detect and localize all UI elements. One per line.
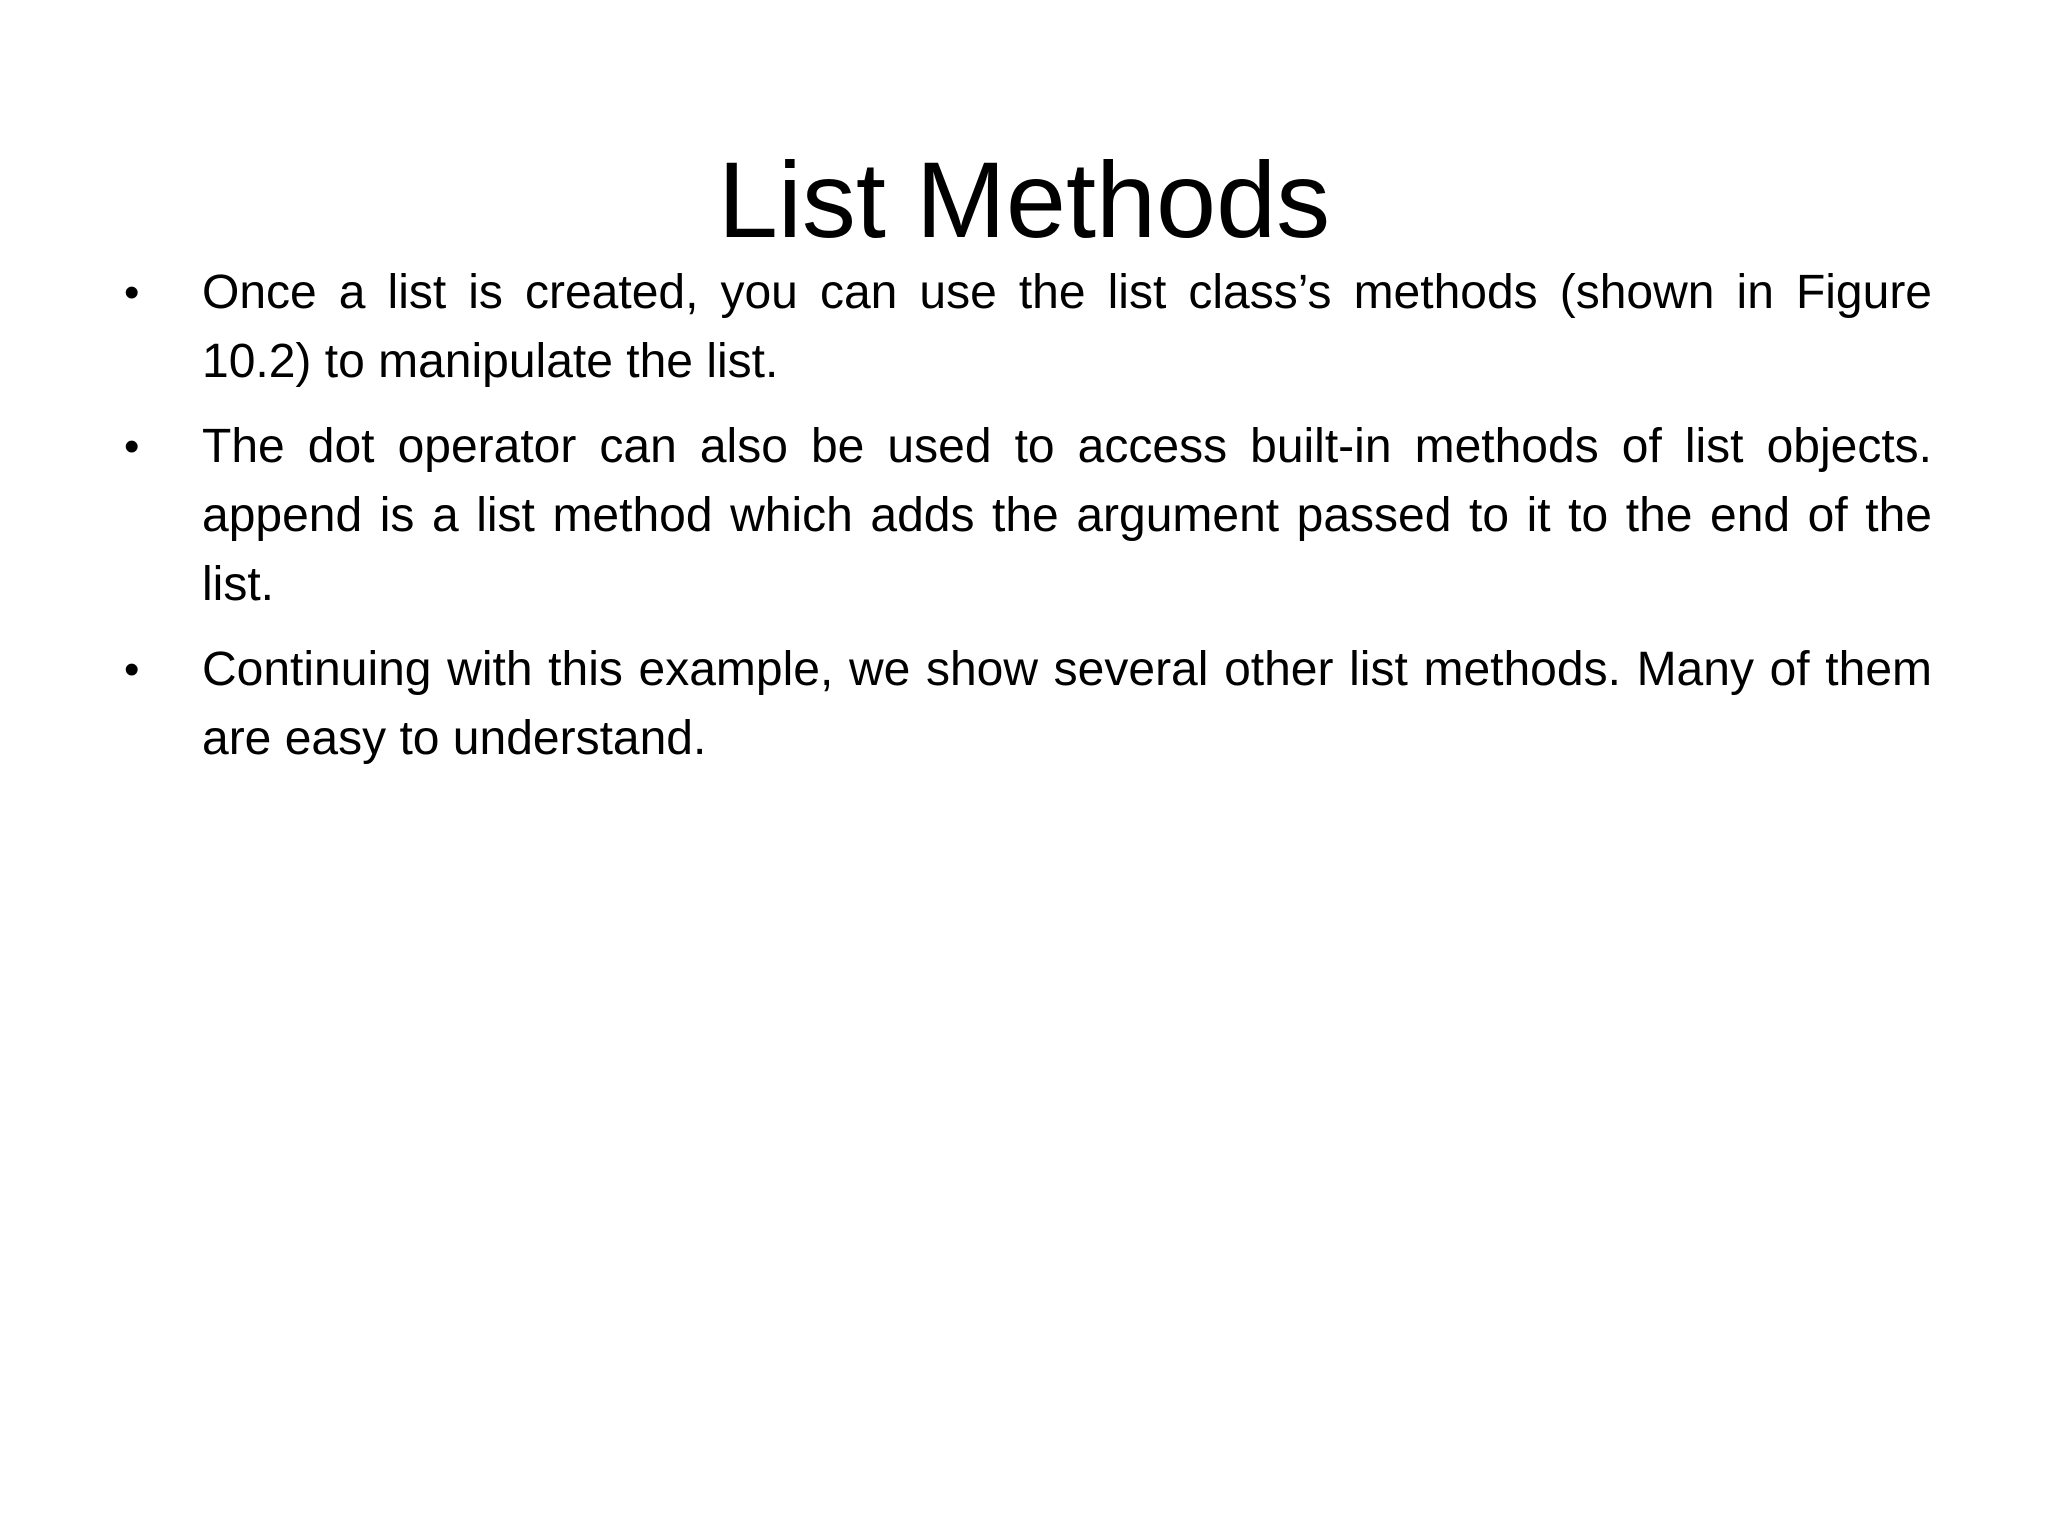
bullet-text: Continuing with this example, we show several other list methods. Many of them are easy to understand.	[202, 643, 1932, 765]
bullet-item-1	[124, 258, 1932, 396]
bullet-dot-icon: •	[124, 422, 140, 471]
bullet-text: Once a list is created, you can use the list class’s methods (shown in Figure 10.2) to manipulate the list.	[202, 266, 1932, 388]
bullet-dot-icon: •	[124, 268, 140, 317]
bullet-list	[124, 258, 1932, 789]
bullet-dot-icon: •	[124, 645, 140, 694]
bullet-text: The dot operator can also be used to access built-in methods of list objects. append is a list method which adds the argument passed to it to the end of the list.	[202, 420, 1932, 611]
bullet-item-3	[124, 635, 1932, 773]
bullet-item-2	[124, 412, 1932, 619]
slide-title: List Methods	[717, 139, 1331, 260]
